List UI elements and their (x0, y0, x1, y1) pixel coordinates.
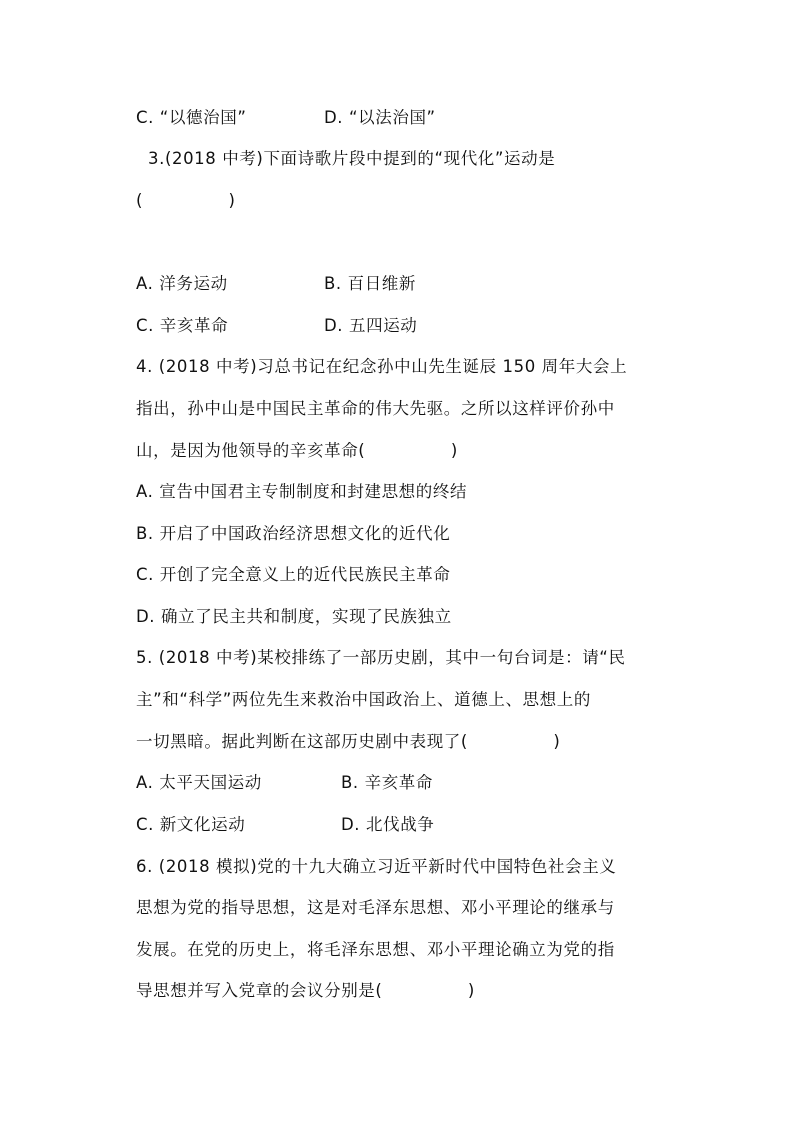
q5-option-d: D. 北伐战争 (341, 815, 435, 834)
q4-stem-line3: 山，是因为他领导的辛亥革命( ) (136, 441, 458, 460)
q5-option-c: C. 新文化运动 (136, 815, 246, 834)
q3-option-c: C. 辛亥革命 (136, 316, 229, 335)
q2-option-c: C. “以德治国” (136, 108, 247, 127)
q2-option-d: D. “以法治国” (324, 108, 436, 127)
q5-stem-line2: 主”和“科学”两位先生来救治中国政治上、道德上、思想上的 (136, 690, 591, 709)
q5-option-a: A. 太平天国运动 (136, 773, 262, 792)
q5-option-b: B. 辛亥革命 (341, 773, 434, 792)
q6-stem-line2: 思想为党的指导思想，这是对毛泽东思想、邓小平理论的继承与 (136, 898, 615, 917)
q4-option-b: B. 开启了中国政治经济思想文化的近代化 (136, 524, 451, 543)
q3-answer-blank: ( ) (136, 191, 236, 210)
q5-stem-line1: 5. (2018 中考)某校排练了一部历史剧，其中一句台词是：请“民 (136, 648, 626, 667)
q3-option-b: B. 百日维新 (324, 274, 417, 293)
q3-option-a: A. 洋务运动 (136, 274, 228, 293)
q5-stem-line3: 一切黑暗。据此判断在这部历史剧中表现了( ) (136, 732, 561, 751)
q4-option-c: C. 开创了完全意义上的近代民族民主革命 (136, 565, 451, 584)
q6-stem-line3: 发展。在党的历史上，将毛泽东思想、邓小平理论确立为党的指 (136, 940, 615, 959)
q6-stem-line1: 6. (2018 模拟)党的十九大确立习近平新时代中国特色社会主义 (136, 857, 617, 876)
q3-option-d: D. 五四运动 (324, 316, 418, 335)
q4-option-d: D. 确立了民主共和制度，实现了民族独立 (136, 607, 452, 626)
q4-stem-line1: 4. (2018 中考)习总书记在纪念孙中山先生诞辰 150 周年大会上 (136, 357, 628, 376)
q4-stem-line2: 指出，孙中山是中国民主革命的伟大先驱。之所以这样评价孙中 (136, 399, 615, 418)
q3-stem: 3.(2018 中考)下面诗歌片段中提到的“现代化”运动是 (148, 149, 556, 168)
q6-stem-line4: 导思想并写入党章的会议分别是( ) (136, 981, 475, 1000)
q4-option-a: A. 宣告中国君主专制制度和封建思想的终结 (136, 482, 468, 501)
